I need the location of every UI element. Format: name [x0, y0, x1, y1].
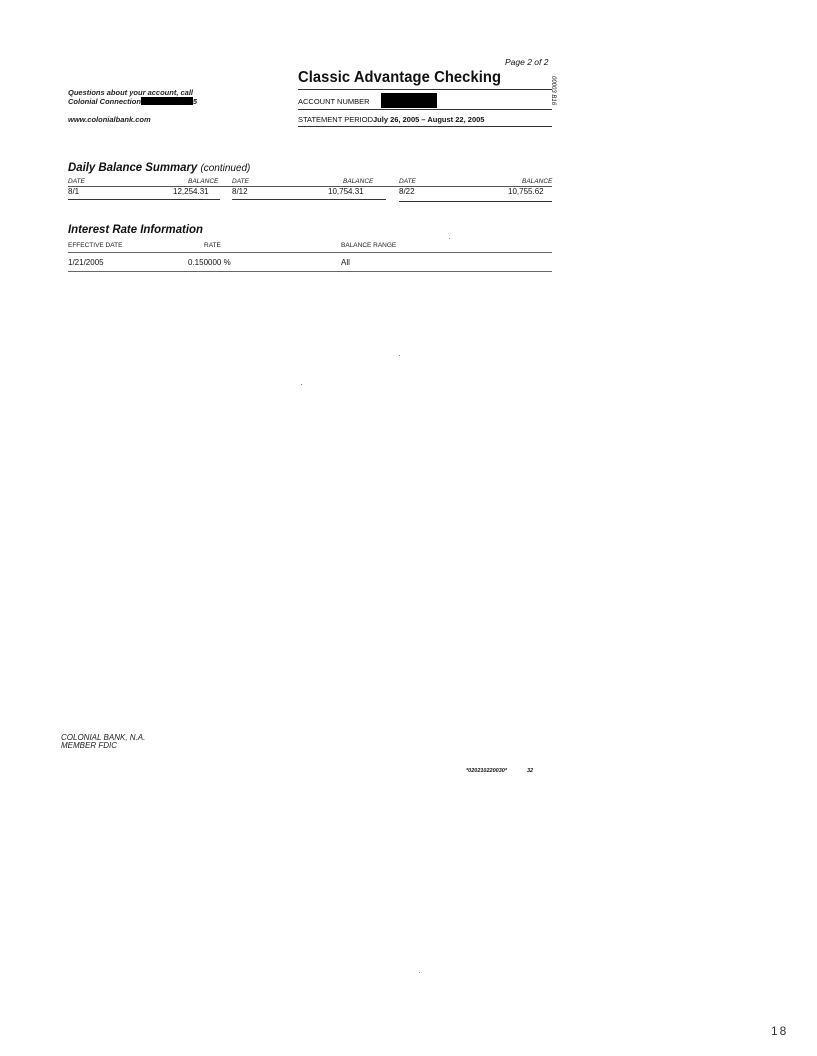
divider — [68, 199, 220, 200]
balance-range-value: All — [341, 258, 350, 267]
date-header: DATE — [232, 178, 249, 185]
questions-text: Questions about your account, call — [68, 88, 194, 97]
divider — [68, 252, 552, 253]
statement-title: Classic Advantage Checking — [298, 69, 502, 86]
balance-header: BALANCE — [343, 178, 374, 185]
contact-line — [68, 97, 197, 106]
scan-speck — [399, 355, 400, 356]
divider — [298, 89, 552, 90]
page-number: 18 — [771, 1024, 789, 1038]
daily-balance-title — [68, 160, 250, 174]
balance-header: BALANCE — [522, 178, 553, 185]
barcode-number: 32 — [527, 768, 534, 774]
balance-date: 8/12 — [232, 187, 248, 196]
statement-period-value: July 26, 2005 – August 22, 2005 — [373, 115, 485, 124]
balance-range-header: BALANCE RANGE — [341, 242, 397, 249]
balance-header: BALANCE — [188, 178, 219, 185]
bank-name: COLONIAL BANK, N.A. — [61, 733, 146, 742]
page-indicator: Page 2 of 2 — [505, 57, 549, 67]
interest-rate-title: Interest Rate Information — [68, 222, 203, 236]
balance-date: 8/1 — [68, 187, 80, 196]
bank-footer — [61, 734, 145, 750]
scan-speck — [449, 238, 450, 239]
divider — [399, 201, 552, 202]
continued-label: (continued) — [200, 162, 251, 174]
redacted-account-number — [381, 93, 437, 108]
scan-speck — [419, 972, 420, 973]
divider — [232, 199, 386, 200]
balance-amount: 10,754.31 — [328, 187, 364, 196]
divider — [298, 126, 552, 127]
balance-date: 8/22 — [399, 187, 415, 196]
effective-date-value: 1/21/2005 — [68, 258, 104, 267]
phone-suffix: 5 — [192, 97, 198, 106]
redacted-phone — [141, 97, 193, 105]
bank-website: www.colonialbank.com — [68, 115, 151, 124]
divider — [68, 186, 552, 187]
rate-value: 0.150000 % — [188, 258, 231, 267]
side-code: 00003 B16 — [550, 76, 556, 106]
rate-header: RATE — [204, 242, 221, 249]
barcode-text: *020210220030* — [466, 768, 507, 774]
date-header: DATE — [68, 178, 85, 185]
statement-period-label: STATEMENT PERIOD — [298, 115, 374, 124]
daily-balance-heading: Daily Balance Summary — [68, 160, 198, 174]
contact-info — [68, 89, 197, 106]
divider — [298, 109, 552, 110]
member-fdic: MEMBER FDIC — [61, 741, 117, 750]
divider — [68, 271, 552, 272]
date-header: DATE — [399, 178, 416, 185]
balance-amount: 12,254.31 — [173, 187, 209, 196]
connection-label: Colonial Connection — [68, 97, 141, 106]
scan-speck — [301, 384, 302, 385]
account-number-label: ACCOUNT NUMBER — [298, 97, 370, 106]
balance-amount: 10,755.62 — [508, 187, 544, 196]
effective-date-header: EFFECTIVE DATE — [68, 242, 123, 249]
